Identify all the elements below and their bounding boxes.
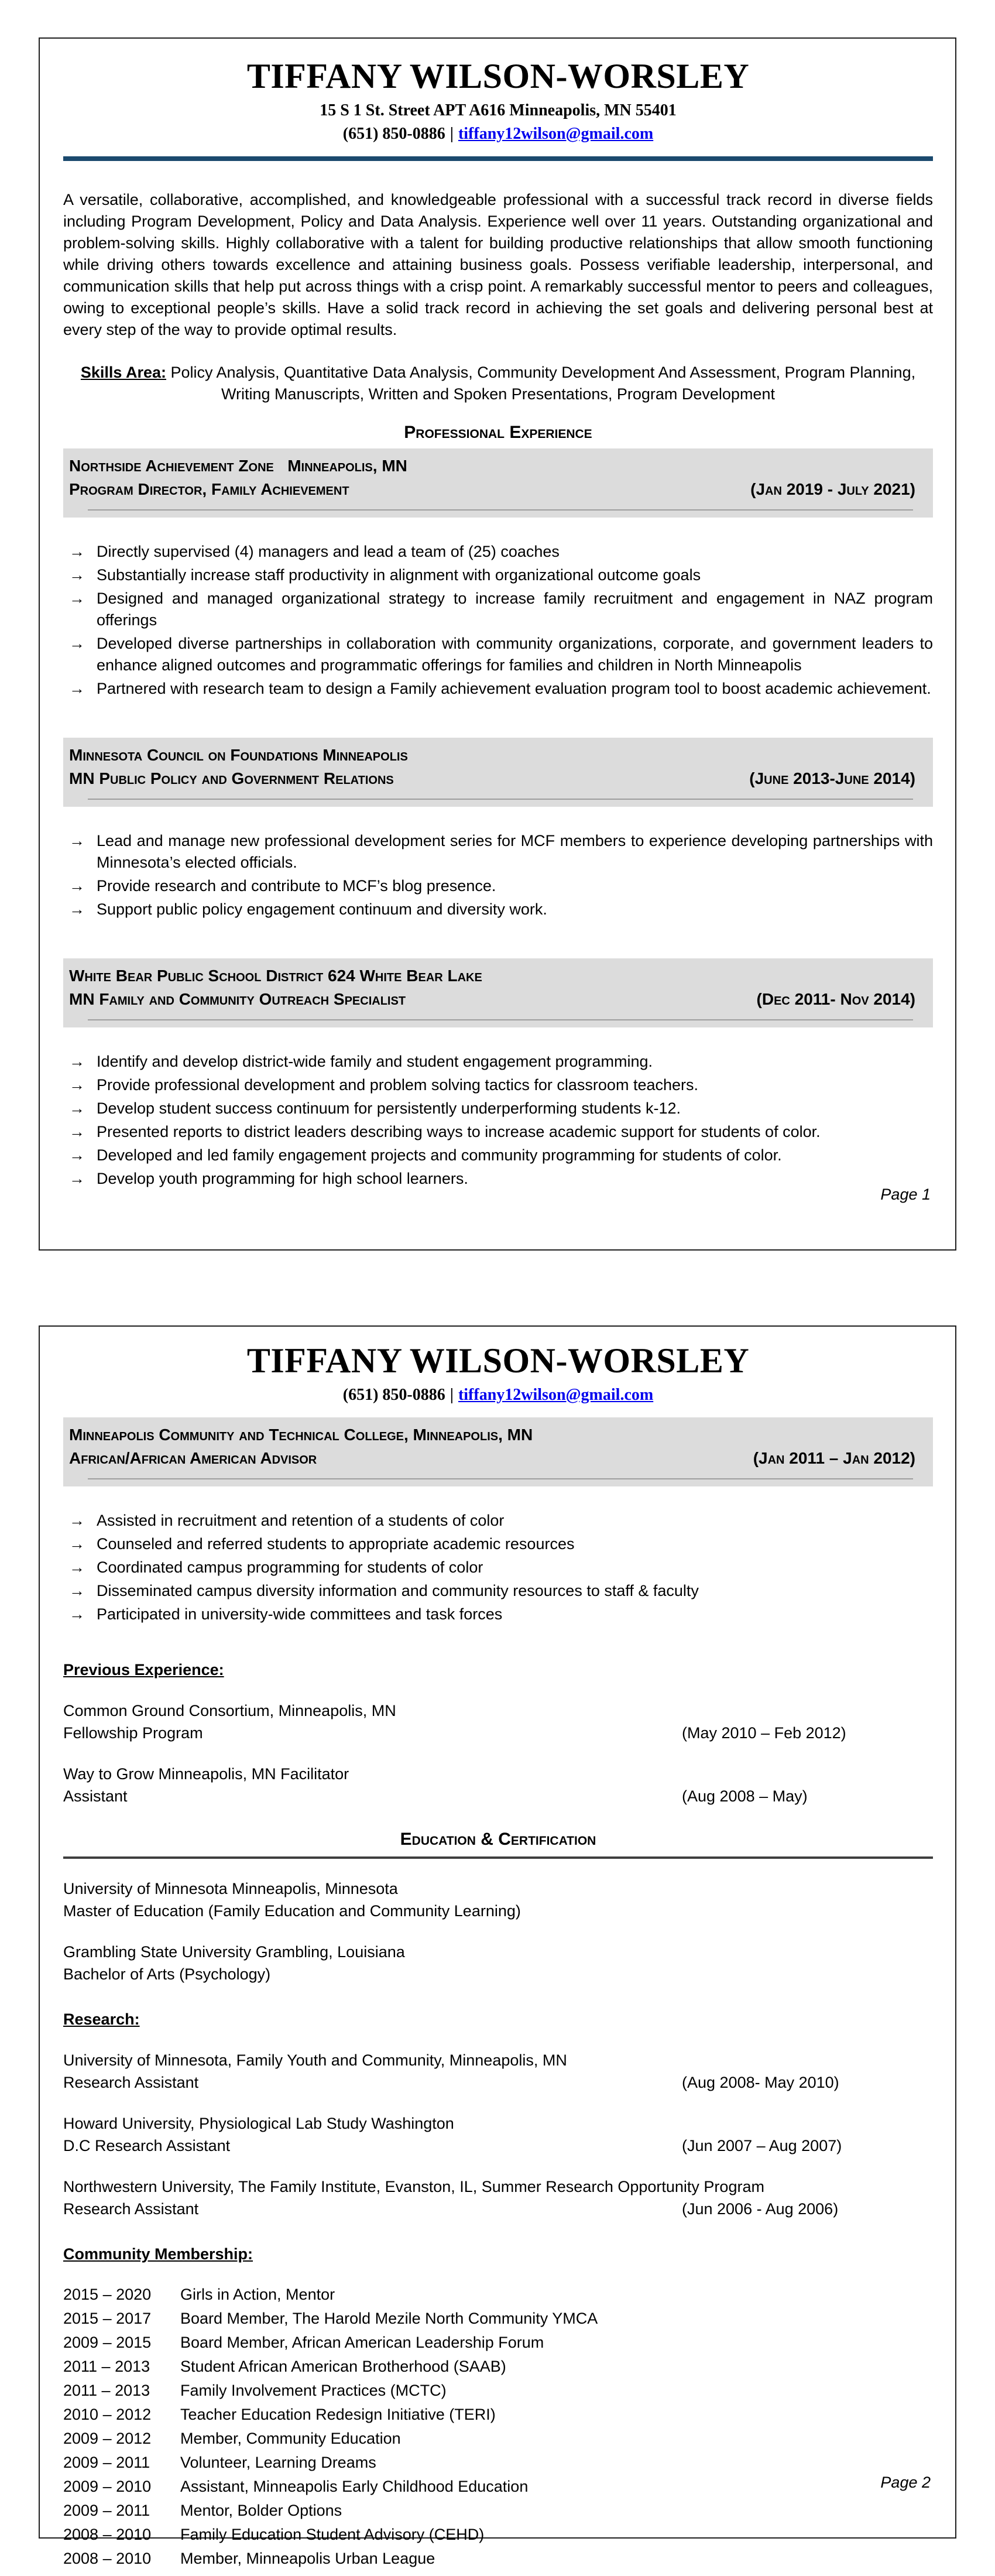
membership-role: Teacher Education Redesign Initiative (TERI) [180,2406,496,2423]
bullet-item [69,1098,933,1119]
bullet-text: Directly supervised (4) managers and lead a team of (25) coaches [97,543,560,560]
bullet-text: Designed and managed organizational strategy to increase family recruitment and engagement in NAZ program offerings [97,590,933,629]
bullet-text: Developed and led family engagement projects and community programming for students of color. [97,1146,782,1164]
community-membership-heading: Community Membership: [63,2245,253,2263]
page-number-label: Page 1 [880,1186,931,1203]
organization-name: Howard University, Physiological Lab Study Washington [63,2115,454,2132]
bullet-text: Provide research and contribute to MCF’s blog presence. [97,877,496,895]
membership-years: 2009 – 2011 [63,2502,150,2519]
job-bar-divider [88,1019,913,1020]
previous-entry [63,1700,933,1744]
role-title: Research Assistant [63,2200,199,2218]
header-rule [63,156,933,161]
membership-row [63,2403,933,2427]
membership-row [63,2523,933,2547]
job-dates: (June 2013-June 2014) [749,769,915,787]
arrow-bullet-icon: → [69,1123,85,1140]
bullet-item [69,830,933,873]
membership-years: 2011 – 2013 [63,2358,150,2375]
phone-number: (651) 850-0886 [342,1386,445,1404]
membership-role: Family Education Student Advisory (CEHD) [180,2526,485,2543]
arrow-bullet-icon: → [69,1099,85,1117]
pipe-separator: | [450,125,454,143]
research-heading: Research: [63,2010,140,2028]
bullet-item [69,633,933,676]
bullet-text: Disseminated campus diversity information and community resources to staff & faculty [97,1582,699,1599]
degree-name: Master of Education (Family Education and Community Learning) [63,1902,521,1920]
research-entry [63,2176,933,2220]
role-title: D.C Research Assistant [63,2137,231,2154]
arrow-bullet-icon: → [69,1146,85,1164]
bullet-item [69,875,933,897]
job-bullets [63,541,933,700]
membership-role: Student African American Brotherhood (SAAB) [180,2358,506,2375]
role-dates: (Aug 2008- May 2010) [682,2074,839,2091]
role-title: Assistant [63,1787,128,1805]
membership-role: Assistant, Minneapolis Early Childhood Education [180,2478,529,2495]
degree-name: Bachelor of Arts (Psychology) [63,1965,271,1983]
skills-label: Skills Area: [80,364,166,381]
phone-number: (651) 850-0886 [342,125,445,143]
job-bar-divider [88,1478,913,1479]
bullet-text: Identify and develop district-wide family and student engagement programming. [97,1053,653,1070]
membership-years: 2008 – 2010 [63,2550,152,2567]
job-bar-divider [88,509,913,511]
job-bullets [63,1510,933,1625]
skills-list: Policy Analysis, Quantitative Data Analysis, Community Development And Assessment, Program Planning, Writing Manuscripts, Written and Spoken Presentations, Program Development [166,364,916,403]
membership-row [63,2379,933,2403]
arrow-bullet-icon: → [69,1053,85,1070]
research-entry [63,2049,933,2094]
education-entry [63,1941,933,1985]
membership-years: 2008 – 2010 [63,2526,152,2543]
job-entry-naz [63,448,933,700]
section-heading-education: Education & Certification [400,1830,596,1849]
membership-role: Family Involvement Practices (MCTC) [180,2382,447,2399]
job-header-bar [63,448,933,518]
membership-years: 2011 – 2013 [63,2382,150,2399]
membership-role: Board Member, African American Leadership Forum [180,2334,544,2351]
membership-row [63,2547,933,2571]
membership-row [63,2355,933,2379]
arrow-bullet-icon: → [69,1512,85,1529]
job-dates: (Dec 2011- Nov 2014) [756,990,915,1008]
role-dates: (Aug 2008 – May) [682,1787,808,1805]
bullet-text: Provide professional development and problem solving tactics for classroom teachers. [97,1076,699,1094]
arrow-bullet-icon: → [69,877,85,895]
membership-years: 2015 – 2017 [63,2310,152,2327]
bullet-text: Lead and manage new professional development series for MCF members to experience developing partnerships with Minnesota’s elected officials. [97,832,933,871]
research-entry [63,2112,933,2157]
membership-role: Volunteer, Learning Dreams [180,2454,376,2471]
previous-experience-heading: Previous Experience: [63,1661,224,1678]
membership-row [63,2451,933,2475]
spacer [63,701,933,732]
arrow-bullet-icon: → [69,832,85,849]
bullet-text: Developed diverse partnerships in collaboration with community organizations, corporate, and government leaders to enhance aligned outcomes and programmatic offerings for families and children in North Minneapolis [97,635,933,674]
membership-role: Mentor, Bolder Options [180,2502,342,2519]
bullet-item [69,1121,933,1143]
membership-row [63,2307,933,2331]
bullet-item [69,678,933,700]
bullet-item [69,899,933,920]
resume-page-1 [39,37,956,1251]
bullet-item [69,1557,933,1578]
bullet-item [69,1074,933,1096]
email-link[interactable]: tiffany12wilson@gmail.com [458,125,654,143]
bullet-text: Develop student success continuum for persistently underperforming students k-12. [97,1099,681,1117]
employer-name: White Bear Public School District 624 White Bear Lake [69,967,482,985]
bullet-text: Substantially increase staff productivity in alignment with organizational outcome goals [97,566,701,584]
job-title: African/African American Advisor [69,1449,317,1467]
arrow-bullet-icon: → [69,1582,85,1599]
job-bullets [63,1051,933,1190]
membership-years: 2015 – 2020 [63,2286,152,2303]
job-title: Program Director, Family Achievement [69,480,349,498]
job-title: MN Family and Community Outreach Specialist [69,990,406,1008]
membership-years: 2009 – 2012 [63,2430,152,2447]
membership-years: 2009 – 2010 [63,2478,152,2495]
school-name: Grambling State University Grambling, Louisiana [63,1943,405,1961]
address-line: 15 S 1 St. Street APT A616 Minneapolis, MN 55401 [320,101,677,119]
bullet-text: Coordinated campus programming for students of color [97,1558,483,1576]
email-link[interactable]: tiffany12wilson@gmail.com [458,1386,654,1404]
contact-line [63,1386,933,1405]
bullet-item [69,564,933,586]
organization-name: Way to Grow Minneapolis, MN Facilitator [63,1765,349,1783]
section-divider [63,1856,933,1859]
bullet-text: Participated in university-wide committees and task forces [97,1605,503,1623]
arrow-bullet-icon: → [69,543,85,560]
job-dates: (Jan 2019 - July 2021) [750,480,915,498]
bullet-item [69,1580,933,1602]
page-number-label: Page 2 [880,2474,931,2491]
person-name: TIFFANY WILSON-WORSLEY [246,1341,750,1380]
job-entry-white-bear [63,958,933,1190]
role-title: Research Assistant [63,2074,199,2091]
arrow-bullet-icon: → [69,635,85,652]
role-title: Fellowship Program [63,1724,203,1742]
role-dates: (Jun 2006 - Aug 2006) [682,2200,839,2218]
membership-role: Member, Minneapolis Urban League [180,2550,435,2567]
bullet-item [69,1051,933,1073]
previous-entry [63,1763,933,1807]
membership-row [63,2283,933,2307]
arrow-bullet-icon: → [69,566,85,584]
employer-name: Minneapolis Community and Technical College, Minneapolis, MN [69,1426,533,1444]
job-entry-mctc [63,1417,933,1625]
professional-summary: A versatile, collaborative, accomplished, and knowledgeable professional with a successful track record in diverse fields including Program Development, Policy and Data Analysis. Experience well over 11 years. Outstanding organizational and problem-solving skills. Highly collaborative with a talent for building productive relationships that allow smooth functioning while driving others towards excellence and attaining business goals. Possess verifiable leadership, interpersonal, and communication skills that help put across things with a crisp point. A remarkably successful mentor to peers and colleagues, owing to exceptional people’s skills. Have a solid track record in achieving the set goals and delivering personal best at every step of the way to provide optimal results. [63,191,933,338]
bullet-text: Support public policy engagement continuum and diversity work. [97,900,547,918]
page-2-content [40,1341,955,2571]
arrow-bullet-icon: → [69,590,85,607]
bullet-text: Partnered with research team to design a Family achievement evaluation program tool to boost academic achievement. [97,680,931,697]
membership-row [63,2499,933,2523]
arrow-bullet-icon: → [69,1076,85,1094]
membership-list [63,2283,933,2571]
bullet-item [69,1533,933,1555]
job-header-bar [63,738,933,807]
role-dates: (May 2010 – Feb 2012) [682,1724,846,1742]
organization-name: Common Ground Consortium, Minneapolis, MN [63,1702,396,1719]
bullet-item [69,1510,933,1532]
skills-area [63,362,933,405]
resume-page-2 [39,1325,956,2567]
membership-years: 2009 – 2015 [63,2334,152,2351]
arrow-bullet-icon: → [69,1170,85,1187]
arrow-bullet-icon: → [69,1535,85,1553]
membership-years: 2009 – 2011 [63,2454,150,2471]
bullet-item [69,1168,933,1190]
job-dates: (Jan 2011 – Jan 2012) [753,1449,915,1467]
membership-role: Member, Community Education [180,2430,401,2447]
arrow-bullet-icon: → [69,1558,85,1576]
education-entry [63,1878,933,1922]
arrow-bullet-icon: → [69,900,85,918]
employer-name: Northside Achievement Zone Minneapolis, MN [69,457,407,475]
bullet-item [69,588,933,631]
organization-name: University of Minnesota, Family Youth and Community, Minneapolis, MN [63,2051,567,2069]
school-name: University of Minnesota Minneapolis, Minnesota [63,1880,398,1897]
arrow-bullet-icon: → [69,1605,85,1623]
arrow-bullet-icon: → [69,680,85,697]
role-dates: (Jun 2007 – Aug 2007) [682,2137,842,2154]
job-title: MN Public Policy and Government Relations [69,769,394,787]
bullet-text: Presented reports to district leaders describing ways to increase academic support for students of color. [97,1123,821,1140]
membership-row [63,2331,933,2355]
membership-years: 2010 – 2012 [63,2406,152,2423]
employer-name: Minnesota Council on Foundations Minneapolis [69,746,408,764]
membership-row [63,2427,933,2451]
job-entry-mcf [63,738,933,920]
bullet-item [69,541,933,563]
section-heading-professional-experience: Professional Experience [404,423,592,442]
person-name: TIFFANY WILSON-WORSLEY [246,57,750,95]
organization-name: Northwestern University, The Family Institute, Evanston, IL, Summer Research Opportunity Program [63,2178,764,2195]
job-header-bar [63,1417,933,1486]
pipe-separator: | [450,1386,454,1404]
membership-row [63,2475,933,2499]
job-bar-divider [88,799,913,800]
page-1-content [40,56,955,1190]
bullet-item [69,1145,933,1166]
bullet-text: Develop youth programming for high school learners. [97,1170,468,1187]
bullet-item [69,1604,933,1625]
contact-line [63,125,933,143]
job-header-bar [63,958,933,1027]
bullet-text: Counseled and referred students to appropriate academic resources [97,1535,575,1553]
job-bullets [63,830,933,920]
membership-role: Board Member, The Harold Mezile North Community YMCA [180,2310,598,2327]
membership-role: Girls in Action, Mentor [180,2286,335,2303]
spacer [63,922,933,953]
bullet-text: Assisted in recruitment and retention of a students of color [97,1512,505,1529]
